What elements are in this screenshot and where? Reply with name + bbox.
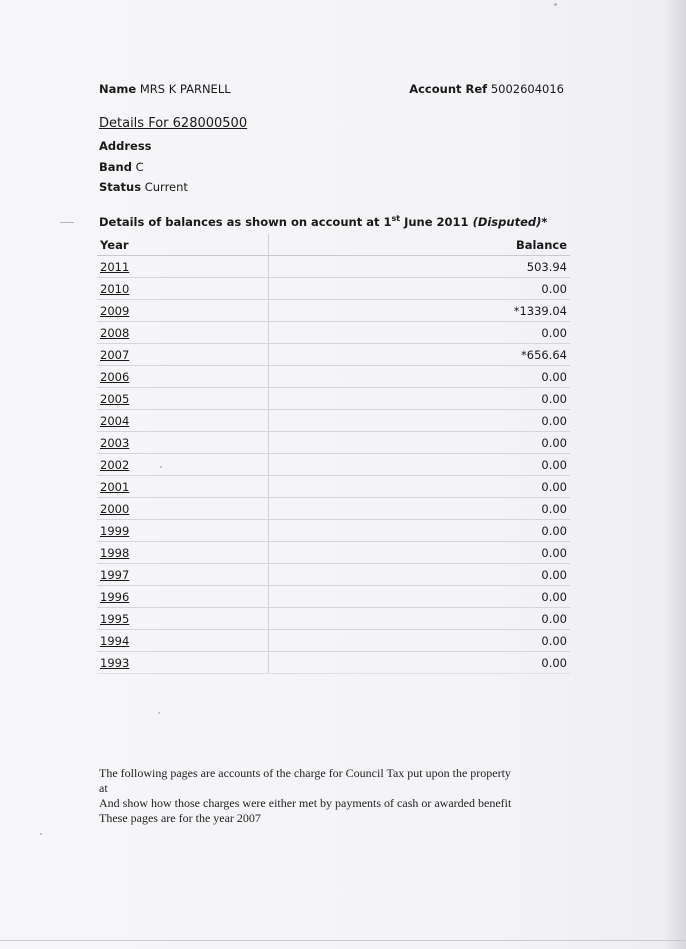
year-column-header: Year [97, 234, 269, 256]
table-row [97, 432, 570, 454]
account-ref-value: 5002604016 [490, 82, 564, 96]
scan-speck [40, 833, 42, 835]
balance-cell: 0.00 [269, 410, 571, 432]
footer-line: These pages are for the year 2007 [99, 811, 261, 825]
table-row [97, 322, 570, 344]
year-cell: 2004 [97, 410, 269, 432]
table-row [97, 542, 570, 564]
table-row [97, 520, 570, 542]
table-row [97, 454, 570, 476]
balance-cell: 0.00 [269, 322, 571, 344]
table-row [97, 366, 570, 388]
scan-speck [554, 3, 557, 6]
table-row [97, 586, 570, 608]
year-cell: 2010 [97, 278, 269, 300]
scan-speck [158, 712, 160, 714]
balance-cell: 0.00 [269, 652, 571, 674]
balance-column-header: Balance [269, 234, 571, 256]
year-cell: 2007 [97, 344, 269, 366]
year-cell: 1995 [97, 608, 269, 630]
table-row [97, 300, 570, 322]
balance-cell: 0.00 [269, 520, 571, 542]
table-row [97, 344, 570, 366]
table-row [97, 630, 570, 652]
band-label: Band [99, 160, 132, 174]
balance-cell: 0.00 [269, 498, 571, 520]
balances-table [97, 234, 570, 674]
year-cell: 2006 [97, 366, 269, 388]
table-row [97, 256, 570, 278]
year-cell: 2009 [97, 300, 269, 322]
address-field [99, 139, 152, 153]
year-cell: 2002 [97, 454, 269, 476]
year-cell: 2001 [97, 476, 269, 498]
page-bottom-edge [0, 940, 686, 941]
table-row [97, 652, 570, 674]
year-cell: 1993 [97, 652, 269, 674]
balance-cell: 503.94 [269, 256, 571, 278]
year-cell: 2005 [97, 388, 269, 410]
table-row [97, 388, 570, 410]
balance-cell: 0.00 [269, 388, 571, 410]
balances-heading [99, 214, 547, 229]
year-cell: 2011 [97, 256, 269, 278]
year-cell: 1999 [97, 520, 269, 542]
balance-cell: *656.64 [269, 344, 571, 366]
table-row [97, 278, 570, 300]
balance-cell: 0.00 [269, 630, 571, 652]
balance-cell: 0.00 [269, 476, 571, 498]
customer-name [99, 82, 231, 96]
balances-heading-text: Details of balances as shown on account at 1 [99, 214, 392, 229]
account-ref-label: Account Ref [409, 82, 488, 96]
status-value: Current [144, 180, 188, 194]
balance-cell: 0.00 [269, 542, 571, 564]
year-cell: 2000 [97, 498, 269, 520]
address-label: Address [99, 139, 152, 153]
balances-heading-date: June 2011 [400, 214, 473, 229]
balance-cell: *1339.04 [269, 300, 571, 322]
name-label: Name [99, 82, 137, 96]
table-row [97, 476, 570, 498]
year-cell: 1994 [97, 630, 269, 652]
page-edge-shadow [664, 0, 686, 949]
disputed-note: (Disputed)* [472, 214, 548, 229]
name-value: MRS K PARNELL [139, 82, 231, 96]
balance-cell: 0.00 [269, 586, 571, 608]
table-row [97, 498, 570, 520]
year-cell: 2003 [97, 432, 269, 454]
balance-cell: 0.00 [269, 608, 571, 630]
balance-cell: 0.00 [269, 278, 571, 300]
table-row [97, 564, 570, 586]
table-header-row [97, 234, 570, 256]
status-field [99, 180, 188, 194]
scan-speck [60, 222, 74, 223]
details-title: Details For 628000500 [99, 116, 248, 131]
table-row [97, 608, 570, 630]
band-field [99, 160, 144, 174]
balance-cell: 0.00 [269, 432, 571, 454]
footer-line: And show how those charges were either met by payments of cash or awarded benefit [99, 796, 512, 810]
balances-heading-sup: st [391, 214, 401, 223]
balance-cell: 0.00 [269, 454, 571, 476]
footer-line: The following pages are accounts of the charge for Council Tax put upon the property [99, 766, 511, 780]
year-cell: 1998 [97, 542, 269, 564]
table-row [97, 410, 570, 432]
year-cell: 2008 [97, 322, 269, 344]
footer-note [99, 766, 569, 826]
balance-cell: 0.00 [269, 564, 571, 586]
year-cell: 1997 [97, 564, 269, 586]
balances-table-body [97, 256, 570, 674]
account-ref [409, 82, 564, 96]
status-label: Status [99, 180, 142, 194]
year-cell: 1996 [97, 586, 269, 608]
balance-cell: 0.00 [269, 366, 571, 388]
band-value: C [135, 160, 144, 174]
footer-line: at [99, 781, 108, 795]
